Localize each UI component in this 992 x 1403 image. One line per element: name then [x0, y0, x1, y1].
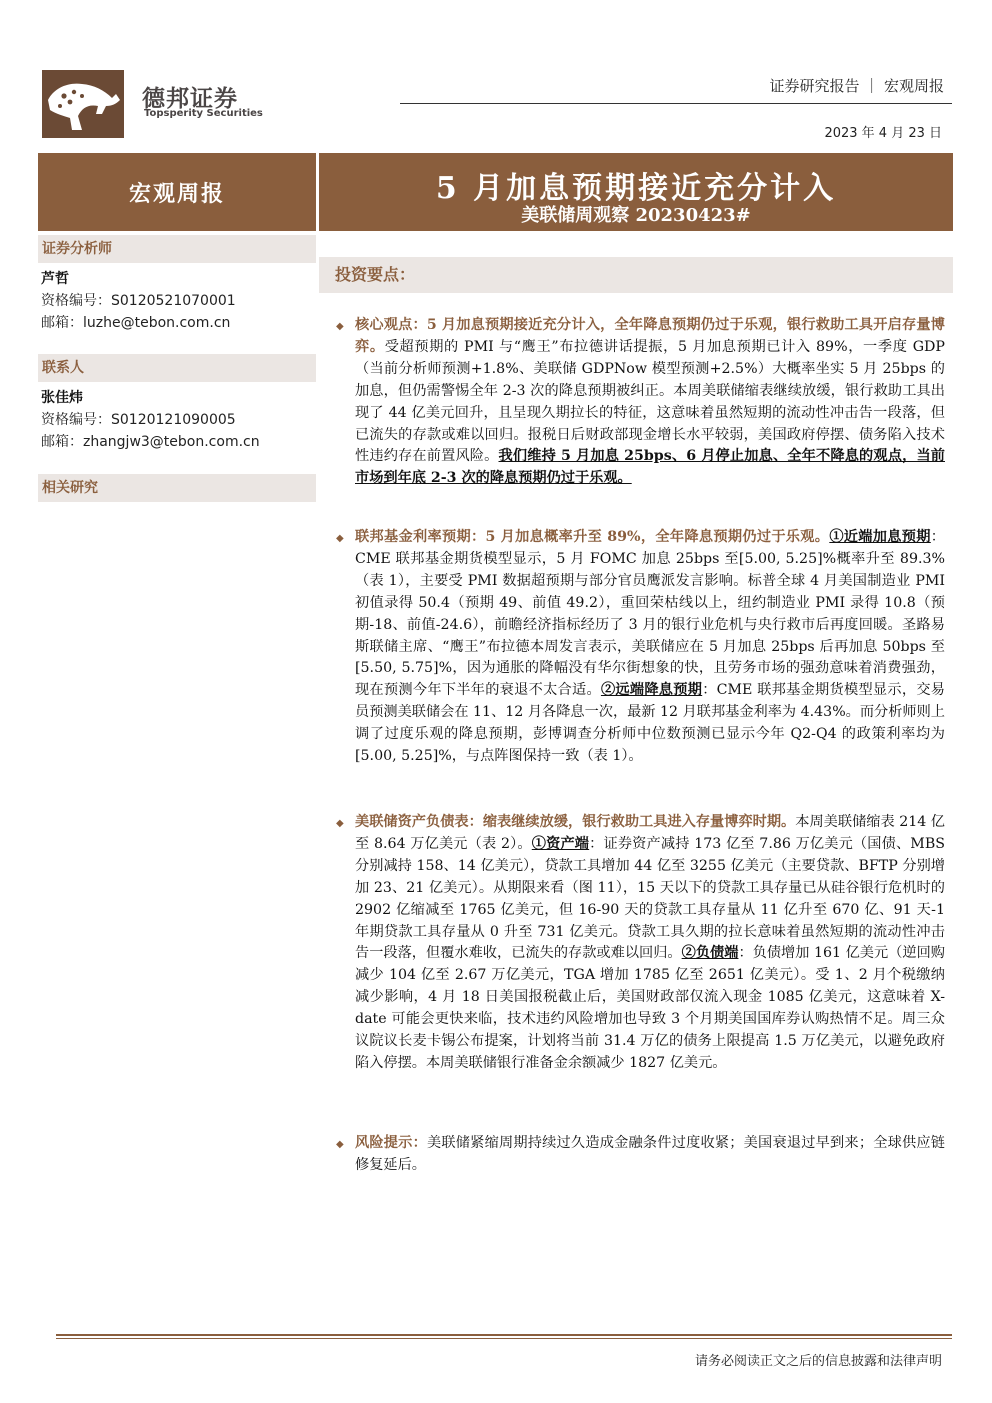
footer-divider	[56, 1334, 952, 1336]
contact-email[interactable]: 邮箱：zhangjw3@tebon.com.cn	[41, 434, 260, 450]
disclaimer-note: 请务必阅读正文之后的信息披露和法律声明	[694, 1354, 942, 1369]
point-lead: 核心观点：5 月加息预期接近充分计入，全年降息预期仍过于乐观，银行救助工具开启存量博弈。	[355, 317, 945, 355]
page-subtitle: 美联储周观察 20230423#	[521, 205, 751, 226]
bullet-icon: ◆	[336, 1139, 344, 1150]
point-tag: ②远端降息预期	[600, 682, 703, 699]
key-points-heading: 投资要点：	[319, 257, 953, 293]
point-tag: ①资产端	[531, 835, 590, 852]
analyst-name: 芦哲	[41, 271, 69, 287]
point-body: ：CME 联邦基金期货模型显示，5 月 FOMC 加息 25bps 至[5.00, 5.25]%概率升至 89.3%（表 1），主要受 PMI 数据超预期与部分官员鹰派发言影响。标普全球 4 月美国制造业 PMI 初值录得 50.4（预期 49、前值 49.2），重回荣枯线以上，纽约制造业 PMI 录得 10.8（预期-18、前值-24.6），前瞻经济指标经历了 3 月的银行业危机与央行救市后再度回暖。圣路易斯联储主席、“鹰王”布拉德本周发言表示，美联储应在 5 月加息 25bps 后再加息 50bps 至[5.50, 5.75]%，因为通胀的降幅没有华尔街想象的快，且劳务市场的强劲意味着消费强劲，现在预测今年下半年的衰退不太合适。	[355, 529, 945, 699]
page-title: 5 月加息预期接近充分计入	[435, 171, 837, 206]
footer-divider-thin	[56, 1338, 952, 1339]
point-balance-sheet	[355, 812, 945, 1075]
point-body: 本周美联储缩表 214 亿至 8.64 万亿美元（表 2）。	[355, 814, 945, 852]
point-body: ：CME 联邦基金期货模型显示，交易员预测美联储会在 11、12 月各降息一次，最新 12 月联邦基金利率为 4.43%。而分析师则上调了过度乐观的降息预期，彭博调查分析师中位数预测已显示今年 Q2-Q4 的政策利率均为[5.00, 5.25]%，与点阵图保持一致（表 1）。	[355, 682, 945, 765]
category-label: 宏观周报	[128, 180, 225, 207]
point-tag: ②负债端	[681, 945, 739, 962]
contact-cert: 资格编号：S0120121090005	[41, 412, 236, 428]
header-divider	[400, 103, 952, 104]
bullet-icon: ◆	[336, 533, 344, 544]
related-research-heading: 相关研究	[38, 474, 316, 502]
brand-name-cn: 德邦证券	[142, 86, 238, 112]
point-body: ：负债增加 161 亿美元（逆回购减少 104 亿至 2.67 万亿美元，TGA 增加 1785 亿至 2651 亿美元）。受 1、2 月个税缴纳减少影响，4 月 18 日美国报税截止后，美国财政部仅流入现金 1085 亿美元，这意味着 X-date 可能会更快来临，技术违约风险增加也导致 3 个月期美国国库券认购热情不足。周三众议院议长麦卡锡公布提案，计划将当前 31.4 万亿的债务上限提高 1.5 万亿美元，以避免政府陷入停摆。本周美联储银行准备金余额减少 1827 亿美元。	[355, 945, 945, 1071]
point-body: 美联储紧缩周期持续过久造成金融条件过度收紧；美国衰退过早到来；全球供应链修复延后。	[355, 1135, 945, 1173]
report-date: 2023 年 4 月 23 日	[824, 126, 942, 141]
report-type: 证券研究报告 ｜ 宏观周报	[769, 77, 944, 95]
point-conclusion: 我们维持 5 月加息 25bps、6 月停止加息、全年不降息的观点，当前市场到年底 2-3 次的降息预期仍过于乐观。	[355, 448, 945, 487]
contact-name: 张佳炜	[41, 390, 83, 406]
bullet-icon: ◆	[336, 321, 344, 332]
contact-heading: 联系人	[38, 354, 316, 382]
point-fed-funds-rate	[355, 527, 945, 768]
analyst-heading: 证券分析师	[38, 235, 316, 263]
brand-logo	[42, 70, 124, 138]
point-lead: 风险提示：	[355, 1135, 427, 1151]
point-body: ：证券资产减持 173 亿至 7.86 万亿美元（国债、MBS 分别减持 158、14 亿美元），贷款工具增加 44 亿至 3255 亿美元（主要贷款、BFTP 分别增加 23、21 亿美元）。从期限来看（图 11），15 天以下的贷款工具存量已从硅谷银行危机时的 2902 亿缩减至 1765 亿美元，但 16-90 天的贷款工具存量从 11 亿升至 670 亿、91 天-1 年期贷款工具存量从 0 升至 731 亿美元。贷款工具久期的拉长意味着虽然短期的流动性冲击告一段落，但覆水难收，已流失的存款或难以回归。	[355, 835, 945, 962]
point-core-view	[355, 315, 945, 490]
point-body: 受超预期的 PMI 与“鹰王”布拉德讲话提振，5 月加息预期已计入 89%，一季度 GDP（当前分析师预测+1.8%、美联储 GDPNow 模型预测+2.5%）大概率坐实 5 月 25bps 的加息，但仍需警惕全年 2-3 次的降息预期被纠正。本周美联储缩表继续放缓，银行救助工具出现了 44 亿美元回升，且呈现久期拉长的特征，这意味着虽然短期的流动性冲击告一段落，但已流失的存款或难以回归。报税日后财政部现金增长水平较弱，美国政府停摆、债务陷入技术性违约存在前置风险。	[355, 338, 945, 465]
bullet-icon: ◆	[336, 818, 344, 829]
analyst-email[interactable]: 邮箱：luzhe@tebon.com.cn	[41, 315, 231, 331]
brand-name-en: Topsperity Securities	[144, 108, 263, 119]
point-risk	[355, 1133, 945, 1177]
category-banner	[38, 153, 316, 231]
point-lead: 美联储资产负债表：缩表继续放缓，银行救助工具进入存量博弈时期。	[355, 814, 796, 830]
analyst-cert: 资格编号：S0120521070001	[41, 293, 236, 309]
point-lead: 联邦基金利率预期：5 月加息概率升至 89%，全年降息预期仍过于乐观。	[355, 529, 830, 545]
title-banner	[319, 153, 953, 231]
point-tag: ①近端加息预期	[829, 529, 931, 545]
